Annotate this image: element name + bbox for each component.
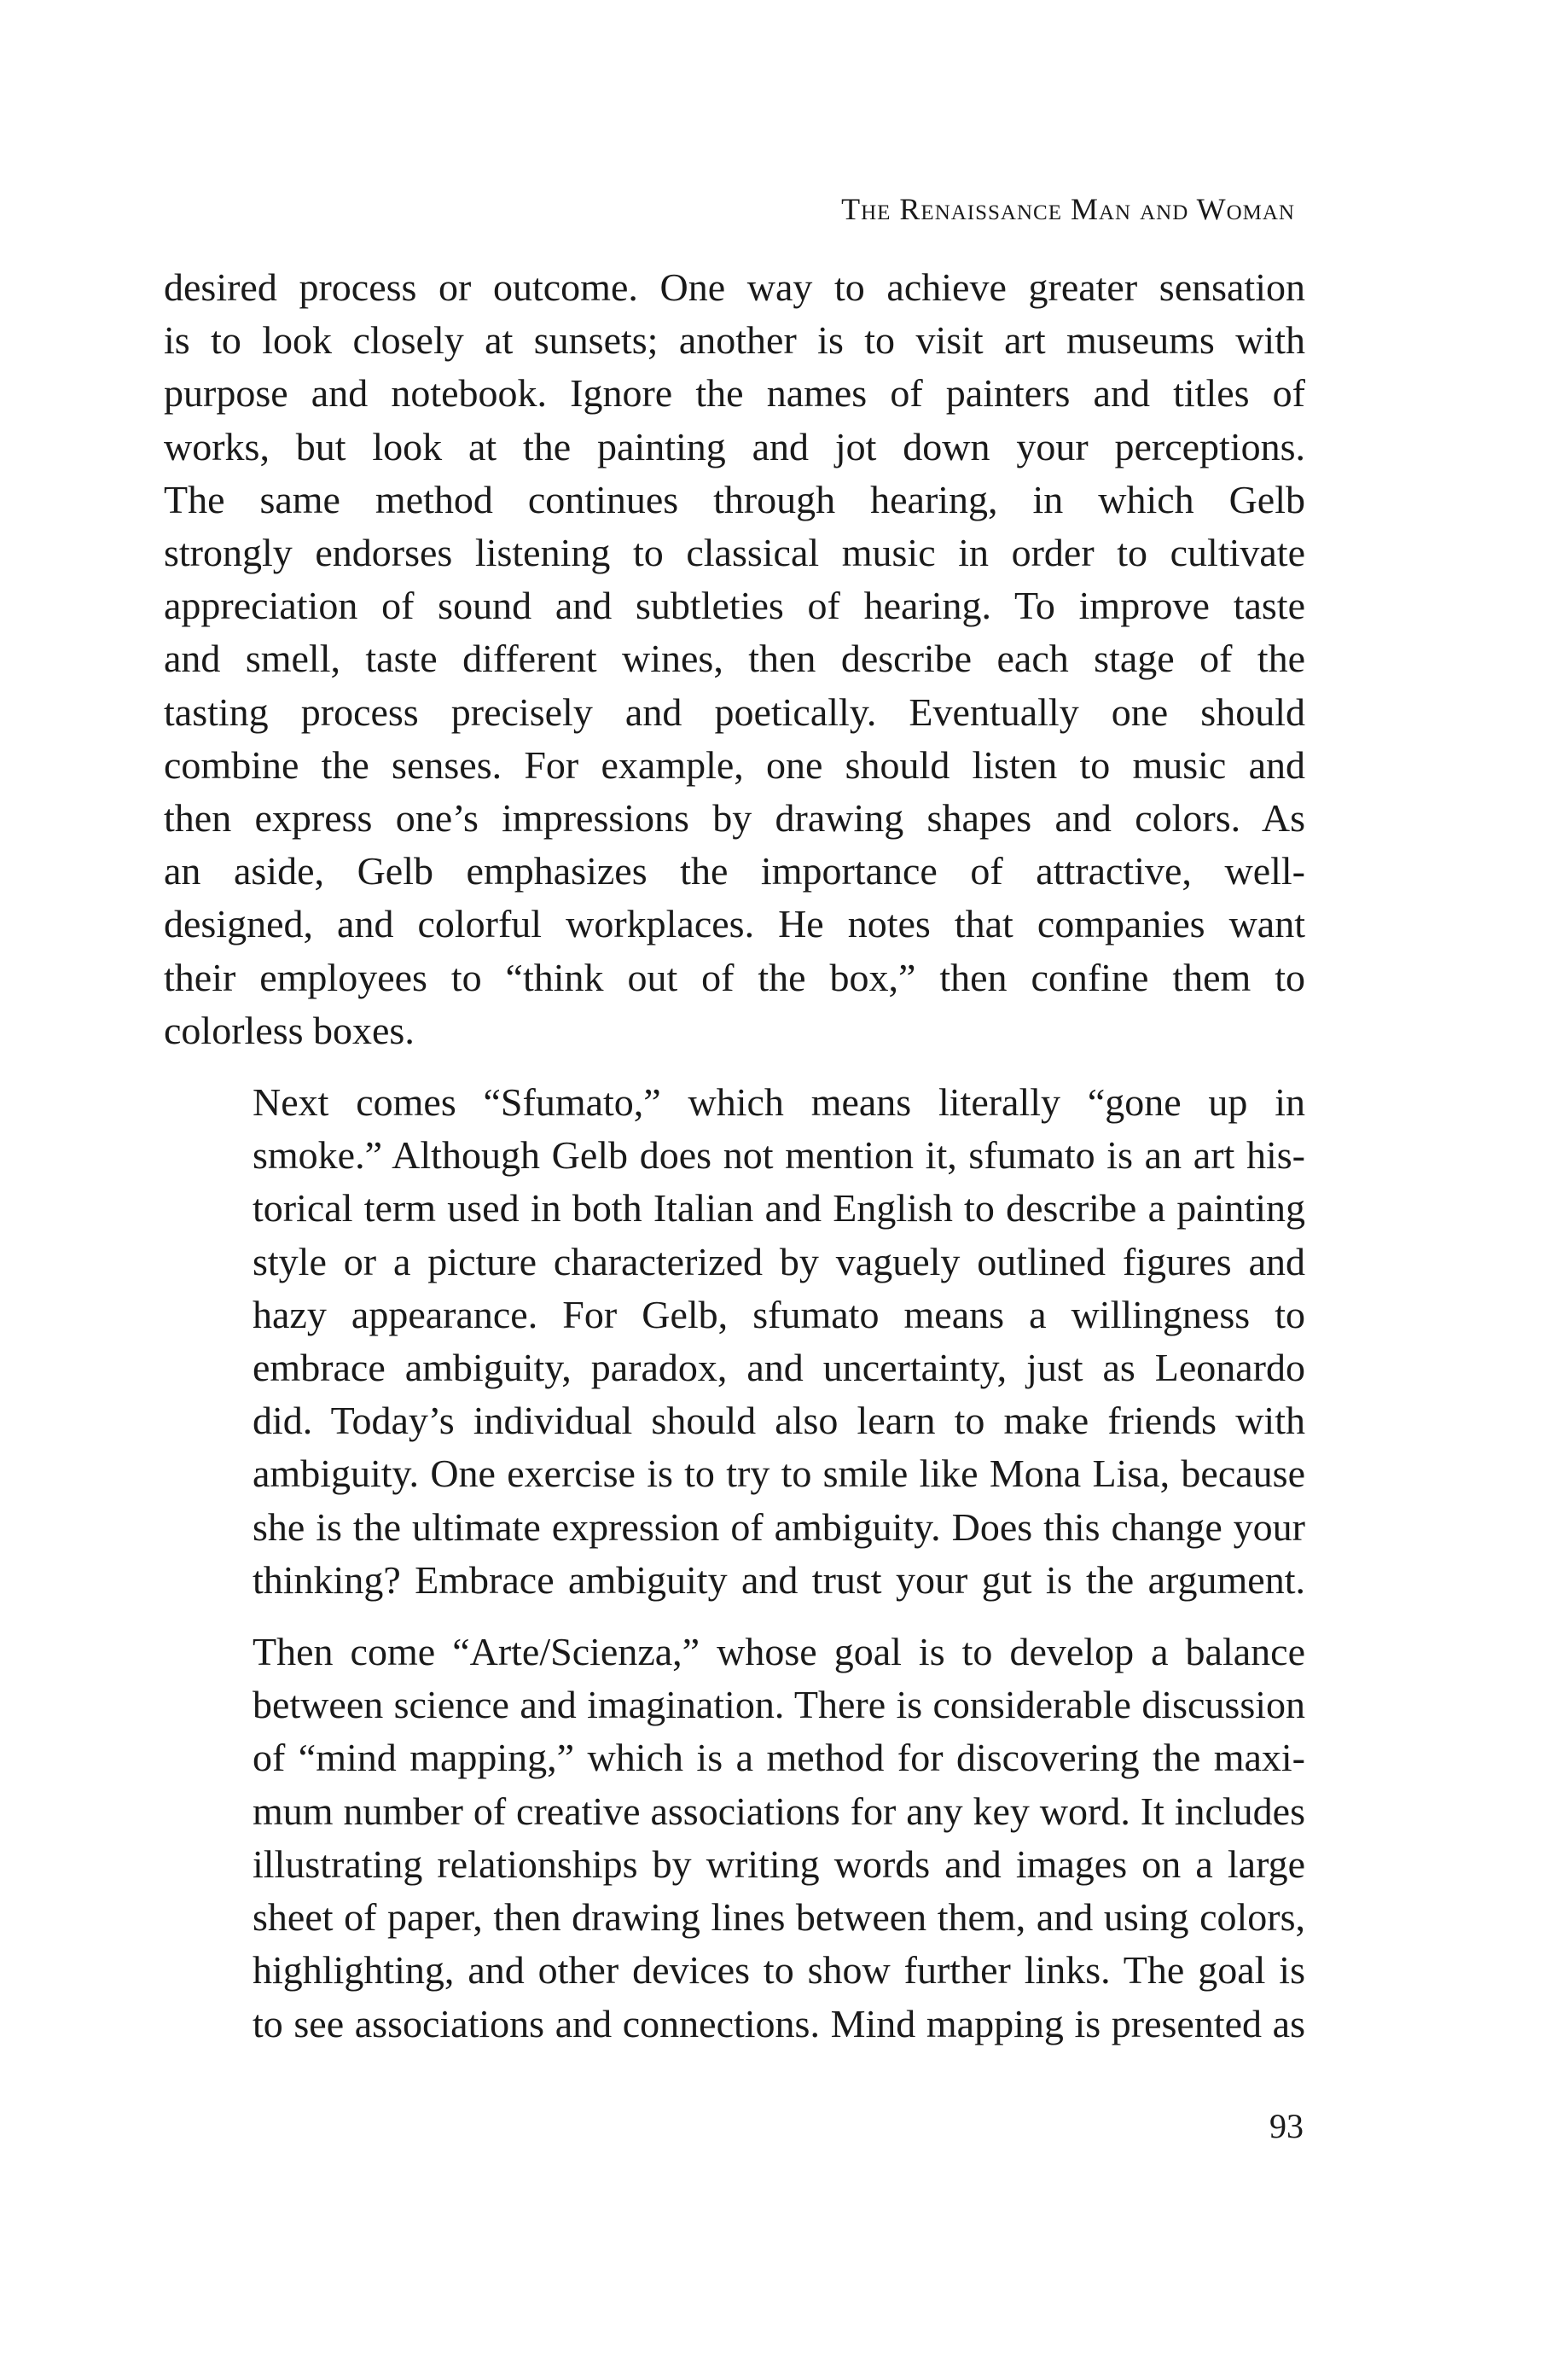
paragraph-1 <box>164 261 1305 1057</box>
text-line: appreciation of sound and subtleties of hearing. To improve taste <box>164 584 1305 628</box>
text-line: designed, and colorful workplaces. He notes that companies want <box>164 902 1305 946</box>
text-line: strongly endorses listening to classical music in order to cultivate <box>164 531 1305 575</box>
text-line: The same method continues through hearing, in which Gelb <box>164 477 1305 521</box>
text-line: hazy appearance. For Gelb, sfumato means a willingness to <box>253 1292 1305 1336</box>
text-line: is to look closely at sunsets; another is to visit art museums with <box>164 318 1305 363</box>
text-line: torical term used in both Italian and English to describe a painting <box>253 1186 1305 1231</box>
text-line: smoke.” Although Gelb does not mention it, sfumato is an art his- <box>253 1133 1305 1178</box>
text-line: embrace ambiguity, paradox, and uncertainty, just as Leonardo <box>253 1346 1305 1390</box>
text-line: illustrating relationships by writing words and images on a large <box>253 1841 1305 1886</box>
text-line: desired process or outcome. One way to achieve greater sensation <box>164 265 1305 309</box>
text-line: tasting process precisely and poetically. Eventually one should <box>164 689 1305 734</box>
text-line: between science and imagination. There is considerable discussion <box>253 1683 1305 1727</box>
text-line: their employees to “think out of the box,” then confine them to <box>164 955 1305 999</box>
text-line: then express one’s impressions by drawing shapes and colors. As <box>164 796 1305 841</box>
text-line: highlighting, and other devices to show further links. The goal is <box>253 1948 1305 1993</box>
text-line: combine the senses. For example, one should listen to music and <box>164 742 1305 787</box>
paragraph-2 <box>164 1076 1305 1607</box>
text-line: purpose and notebook. Ignore the names of painters and titles of <box>164 371 1305 416</box>
page-number: 93 <box>1269 2107 1304 2145</box>
body-text <box>164 261 1305 2051</box>
text-line: to see associations and connections. Mind mapping is presented as <box>253 2001 1305 2045</box>
text-line: Then come “Arte/Scienza,” whose goal is to develop a balance <box>253 1630 1305 1674</box>
text-line: ambiguity. One exercise is to try to smile like Mona Lisa, because <box>253 1452 1305 1496</box>
text-line: colorless boxes. <box>164 1008 415 1052</box>
text-line: an aside, Gelb emphasizes the importance of attractive, well- <box>164 849 1305 893</box>
text-line: sheet of paper, then drawing lines between them, and using colors, <box>253 1895 1305 1940</box>
text-line: she is the ultimate expression of ambiguity. Does this change your <box>253 1504 1305 1549</box>
text-line: style or a picture characterized by vaguely outlined figures and <box>253 1239 1305 1283</box>
text-line: of “mind mapping,” which is a method for discovering the maxi- <box>253 1736 1305 1780</box>
text-line: works, but look at the painting and jot down your perceptions. <box>164 424 1305 468</box>
text-line: thinking? Embrace ambiguity and trust your gut is the argument. <box>253 1557 1305 1602</box>
text-line: Next comes “Sfumato,” which means literally “gone up in <box>253 1080 1305 1125</box>
text-line: did. Today’s individual should also learn to make friends with <box>253 1399 1305 1443</box>
paragraph-3 <box>164 1626 1305 2051</box>
running-head: The Renaissance Man and Woman <box>841 192 1295 226</box>
text-line: and smell, taste different wines, then describe each stage of the <box>164 637 1305 681</box>
text-line: mum number of creative associations for any key word. It includes <box>253 1789 1305 1833</box>
